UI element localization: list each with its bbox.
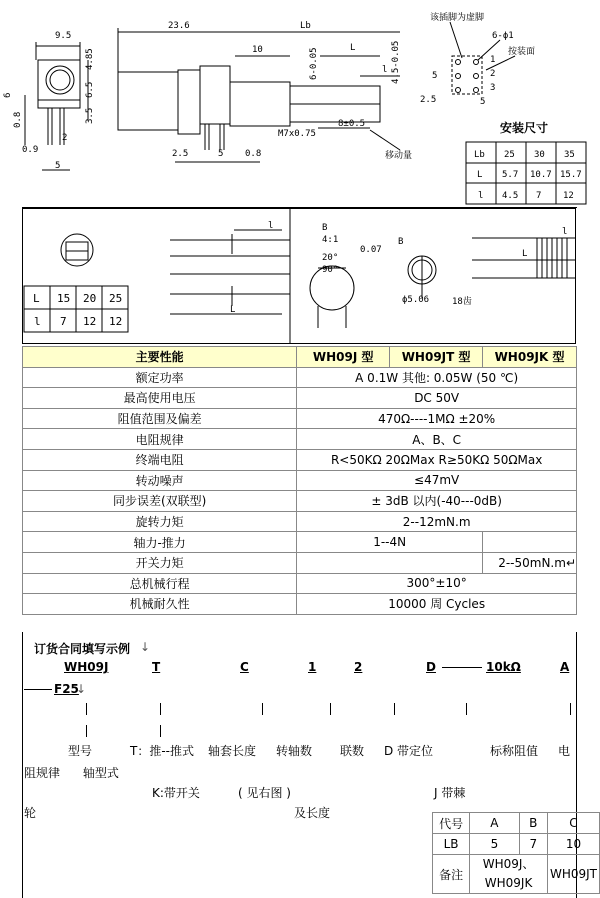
- install-label-l2: l: [478, 191, 484, 201]
- dim-4-5: 4.5-0.05: [391, 40, 401, 84]
- dim-6: 6: [3, 92, 13, 98]
- lb-cell: 10: [547, 834, 599, 855]
- tick: [262, 703, 263, 715]
- mid-table-cell: 15: [57, 292, 71, 305]
- install-cell: 30: [534, 150, 545, 160]
- spec-row: [23, 429, 577, 450]
- grid-2-5: 2.5: [420, 95, 437, 105]
- spec-header: 主要性能: [23, 347, 297, 368]
- spec-label: 最高使用电压: [23, 388, 297, 409]
- desc-wheel: 轮: [24, 806, 37, 820]
- spec-row: [23, 552, 577, 573]
- grid-2: 2: [490, 69, 496, 79]
- spec-row: [23, 532, 577, 553]
- spec-label: 旋转力矩: [23, 511, 297, 532]
- view-b1: B: [322, 223, 328, 233]
- lb-cell: A: [470, 813, 519, 834]
- hole-note: 6-ϕ1: [492, 31, 514, 41]
- spec-label: 额定功率: [23, 367, 297, 388]
- desc-sleeve: 轴套长度: [208, 744, 257, 758]
- spec-label: 阻值范围及偏差: [23, 408, 297, 429]
- tick: [570, 703, 571, 715]
- grid-1: 1: [490, 55, 496, 65]
- spec-row: [23, 511, 577, 532]
- mid-table-cell: 12: [109, 315, 123, 328]
- spec-header: WH09JK 型: [483, 347, 577, 368]
- order-title-arrow: ↓: [140, 640, 151, 654]
- desc-gang: 联数: [340, 744, 365, 758]
- spec-label: 终端电阻: [23, 449, 297, 470]
- spec-row: [23, 470, 577, 491]
- code-t: T: [152, 660, 161, 674]
- lb-header-row: [433, 813, 600, 834]
- mid-table-cell: 7: [60, 315, 67, 328]
- angle-90: 90°: [322, 265, 339, 275]
- desc-length: 及长度: [294, 806, 331, 820]
- spec-table: [22, 346, 577, 615]
- code2-dash: [24, 689, 52, 690]
- install-cell: 15.7: [560, 170, 582, 180]
- spec-value: 2--12mN.m: [297, 511, 577, 532]
- lb-note-c: WH09JT: [547, 855, 599, 894]
- order-title: 订货合同填写示例: [34, 642, 131, 656]
- spec-value: 1--4N: [297, 532, 483, 553]
- spec-value: R<50KΩ 20ΩMax R≥50KΩ 50ΩMax: [297, 449, 577, 470]
- spec-row: [23, 367, 577, 388]
- mid-label-L-right: L: [522, 249, 528, 259]
- install-cell: 4.5: [502, 191, 519, 201]
- spec-label: 开关力矩: [23, 552, 297, 573]
- lb-note-ab-2: WH09JK: [484, 876, 533, 890]
- tick: [86, 725, 87, 737]
- install-cell: 25: [504, 150, 515, 160]
- dim-4-85: 4.85: [85, 48, 95, 70]
- dim-l-top: L: [350, 43, 356, 53]
- install-cell: 10.7: [530, 170, 552, 180]
- desc-detent: D 带定位: [384, 744, 434, 758]
- code-a: A: [560, 660, 570, 674]
- mid-table-cell: 20: [83, 292, 97, 305]
- spec-value: A、B、C: [297, 429, 577, 450]
- desc-switch: K:带开关: [152, 786, 200, 800]
- code-f25-arrow: ↓: [76, 682, 87, 696]
- spec-value: ± 3dB 以内(-40---0dB): [297, 491, 577, 512]
- mid-label-l-right: l: [562, 227, 568, 237]
- grid-5b: 5: [480, 97, 486, 107]
- spec-empty: [297, 552, 483, 573]
- dim-2-5: 2.5: [172, 149, 189, 159]
- spec-value: 300°±10°: [297, 573, 577, 594]
- angle-20: 20°: [322, 253, 339, 263]
- lb-note-row: [433, 855, 600, 894]
- lb-cell: LB: [433, 834, 470, 855]
- spec-value: 10000 周 Cycles: [297, 594, 577, 615]
- spec-label: 轴力-推力: [23, 532, 297, 553]
- install-cell: 5.7: [502, 170, 519, 180]
- spec-row: [23, 388, 577, 409]
- spec-value: ≤47mV: [297, 470, 577, 491]
- pin-note: 该插脚为虚脚: [430, 13, 485, 23]
- mid-table-label: l: [34, 315, 41, 328]
- code-c: C: [240, 660, 249, 674]
- grid-5: 5: [432, 71, 438, 81]
- spec-value: 470Ω----1MΩ ±20%: [297, 408, 577, 429]
- spec-row: [23, 594, 577, 615]
- dim-0-8-side: 0.8: [245, 149, 262, 159]
- install-cell: 7: [536, 191, 542, 201]
- spec-row: [23, 573, 577, 594]
- mid-label-L: L: [230, 305, 236, 315]
- desc-law-start: 电: [558, 744, 571, 758]
- desc-ratchet: J 带棘: [434, 786, 466, 800]
- code-resistance: 10kΩ: [486, 660, 521, 674]
- spec-value: DC 50V: [297, 388, 577, 409]
- spec-header: WH09JT 型: [390, 347, 483, 368]
- spec-label: 转动噪声: [23, 470, 297, 491]
- mid-drawing: [22, 208, 576, 344]
- code-f25: F25: [54, 682, 79, 696]
- spec-empty: [483, 532, 577, 553]
- tick: [330, 703, 331, 715]
- code-2: 2: [354, 660, 363, 674]
- dim-5-06: ϕ5.06: [402, 295, 430, 305]
- mid-table-label: L: [33, 292, 40, 305]
- dim-9-5: 9.5: [55, 31, 72, 41]
- teeth-count: 18齿: [452, 297, 472, 307]
- spec-value: 2--50mN.m↵: [483, 552, 577, 573]
- dim-10: 10: [252, 45, 263, 55]
- desc-resistance: 标称阻值: [490, 744, 539, 758]
- install-label-lb: Lb: [474, 150, 485, 160]
- spec-label: 同步误差(双联型): [23, 491, 297, 512]
- install-title: 安装尺寸: [500, 121, 549, 135]
- code-1: 1: [308, 660, 317, 674]
- dim-l-small: l: [382, 65, 388, 75]
- desc-see-right: ( 见右图 ): [238, 786, 291, 800]
- view-ratio: 4:1: [322, 235, 339, 245]
- dim-lb: Lb: [300, 21, 311, 31]
- mid-table-cell: 25: [109, 292, 123, 305]
- mid-label-l-top: l: [268, 221, 274, 231]
- dim-6-0-05: 6-0.05: [309, 47, 319, 80]
- spec-row: [23, 408, 577, 429]
- lb-cell: 代号: [433, 813, 470, 834]
- mid-table-cell: 12: [83, 315, 97, 328]
- lb-row: [433, 834, 600, 855]
- dim-6-5: 6.5: [85, 81, 95, 98]
- tick: [86, 703, 87, 715]
- install-cell: 35: [564, 150, 575, 160]
- lb-note-label: 备注: [433, 855, 470, 894]
- dim-8-0-5: 8±0.5: [338, 119, 366, 129]
- spec-row: [23, 449, 577, 470]
- spec-label: 机械耐久性: [23, 594, 297, 615]
- install-cell: 12: [563, 191, 574, 201]
- dim-0-07: 0.07: [360, 245, 382, 255]
- spec-header-row: [23, 347, 577, 368]
- mount-face: 按装面: [508, 47, 536, 57]
- desc-law-shaft: 阻规律 轴型式: [24, 766, 119, 780]
- desc-shafts: 转轴数: [276, 744, 313, 758]
- code-d: D: [426, 660, 436, 674]
- install-label-l: L: [477, 170, 483, 180]
- tick: [394, 703, 395, 715]
- tick: [466, 703, 467, 715]
- dim-23-6: 23.6: [168, 21, 190, 31]
- spec-header: WH09J 型: [297, 347, 390, 368]
- spec-label: 电阻规律: [23, 429, 297, 450]
- view-b2: B: [398, 237, 404, 247]
- tick: [160, 725, 161, 737]
- lb-note-ab: [470, 855, 548, 894]
- dim-3-5: 3.5: [85, 107, 95, 124]
- dim-5-side: 5: [218, 149, 224, 159]
- code-model: WH09J: [64, 660, 109, 674]
- thread-m7: M7x0.75: [278, 129, 316, 139]
- lb-cell: B: [519, 813, 547, 834]
- desc-model: 型号: [68, 744, 93, 758]
- dim-5-left: 5: [55, 161, 61, 171]
- grid-3: 3: [490, 83, 496, 93]
- stroke-label: 移动量: [385, 151, 413, 161]
- dim-2: 2: [62, 133, 68, 143]
- tick: [160, 703, 161, 715]
- code-dash: [442, 667, 482, 668]
- lb-cell: C: [547, 813, 599, 834]
- desc-push: T：推--推式: [130, 744, 194, 758]
- spec-label: 总机械行程: [23, 573, 297, 594]
- spec-value: A 0.1W 其他: 0.05W (50 ℃): [297, 367, 577, 388]
- dim-0-8-left: 0.8: [13, 111, 23, 128]
- lb-cell: 7: [519, 834, 547, 855]
- dim-0-9: 0.9: [22, 145, 39, 155]
- lb-note-ab-1: WH09J、: [482, 857, 535, 871]
- lb-code-table: [432, 812, 600, 894]
- spec-row: [23, 491, 577, 512]
- lb-cell: 5: [470, 834, 519, 855]
- top-technical-drawing: [0, 0, 600, 208]
